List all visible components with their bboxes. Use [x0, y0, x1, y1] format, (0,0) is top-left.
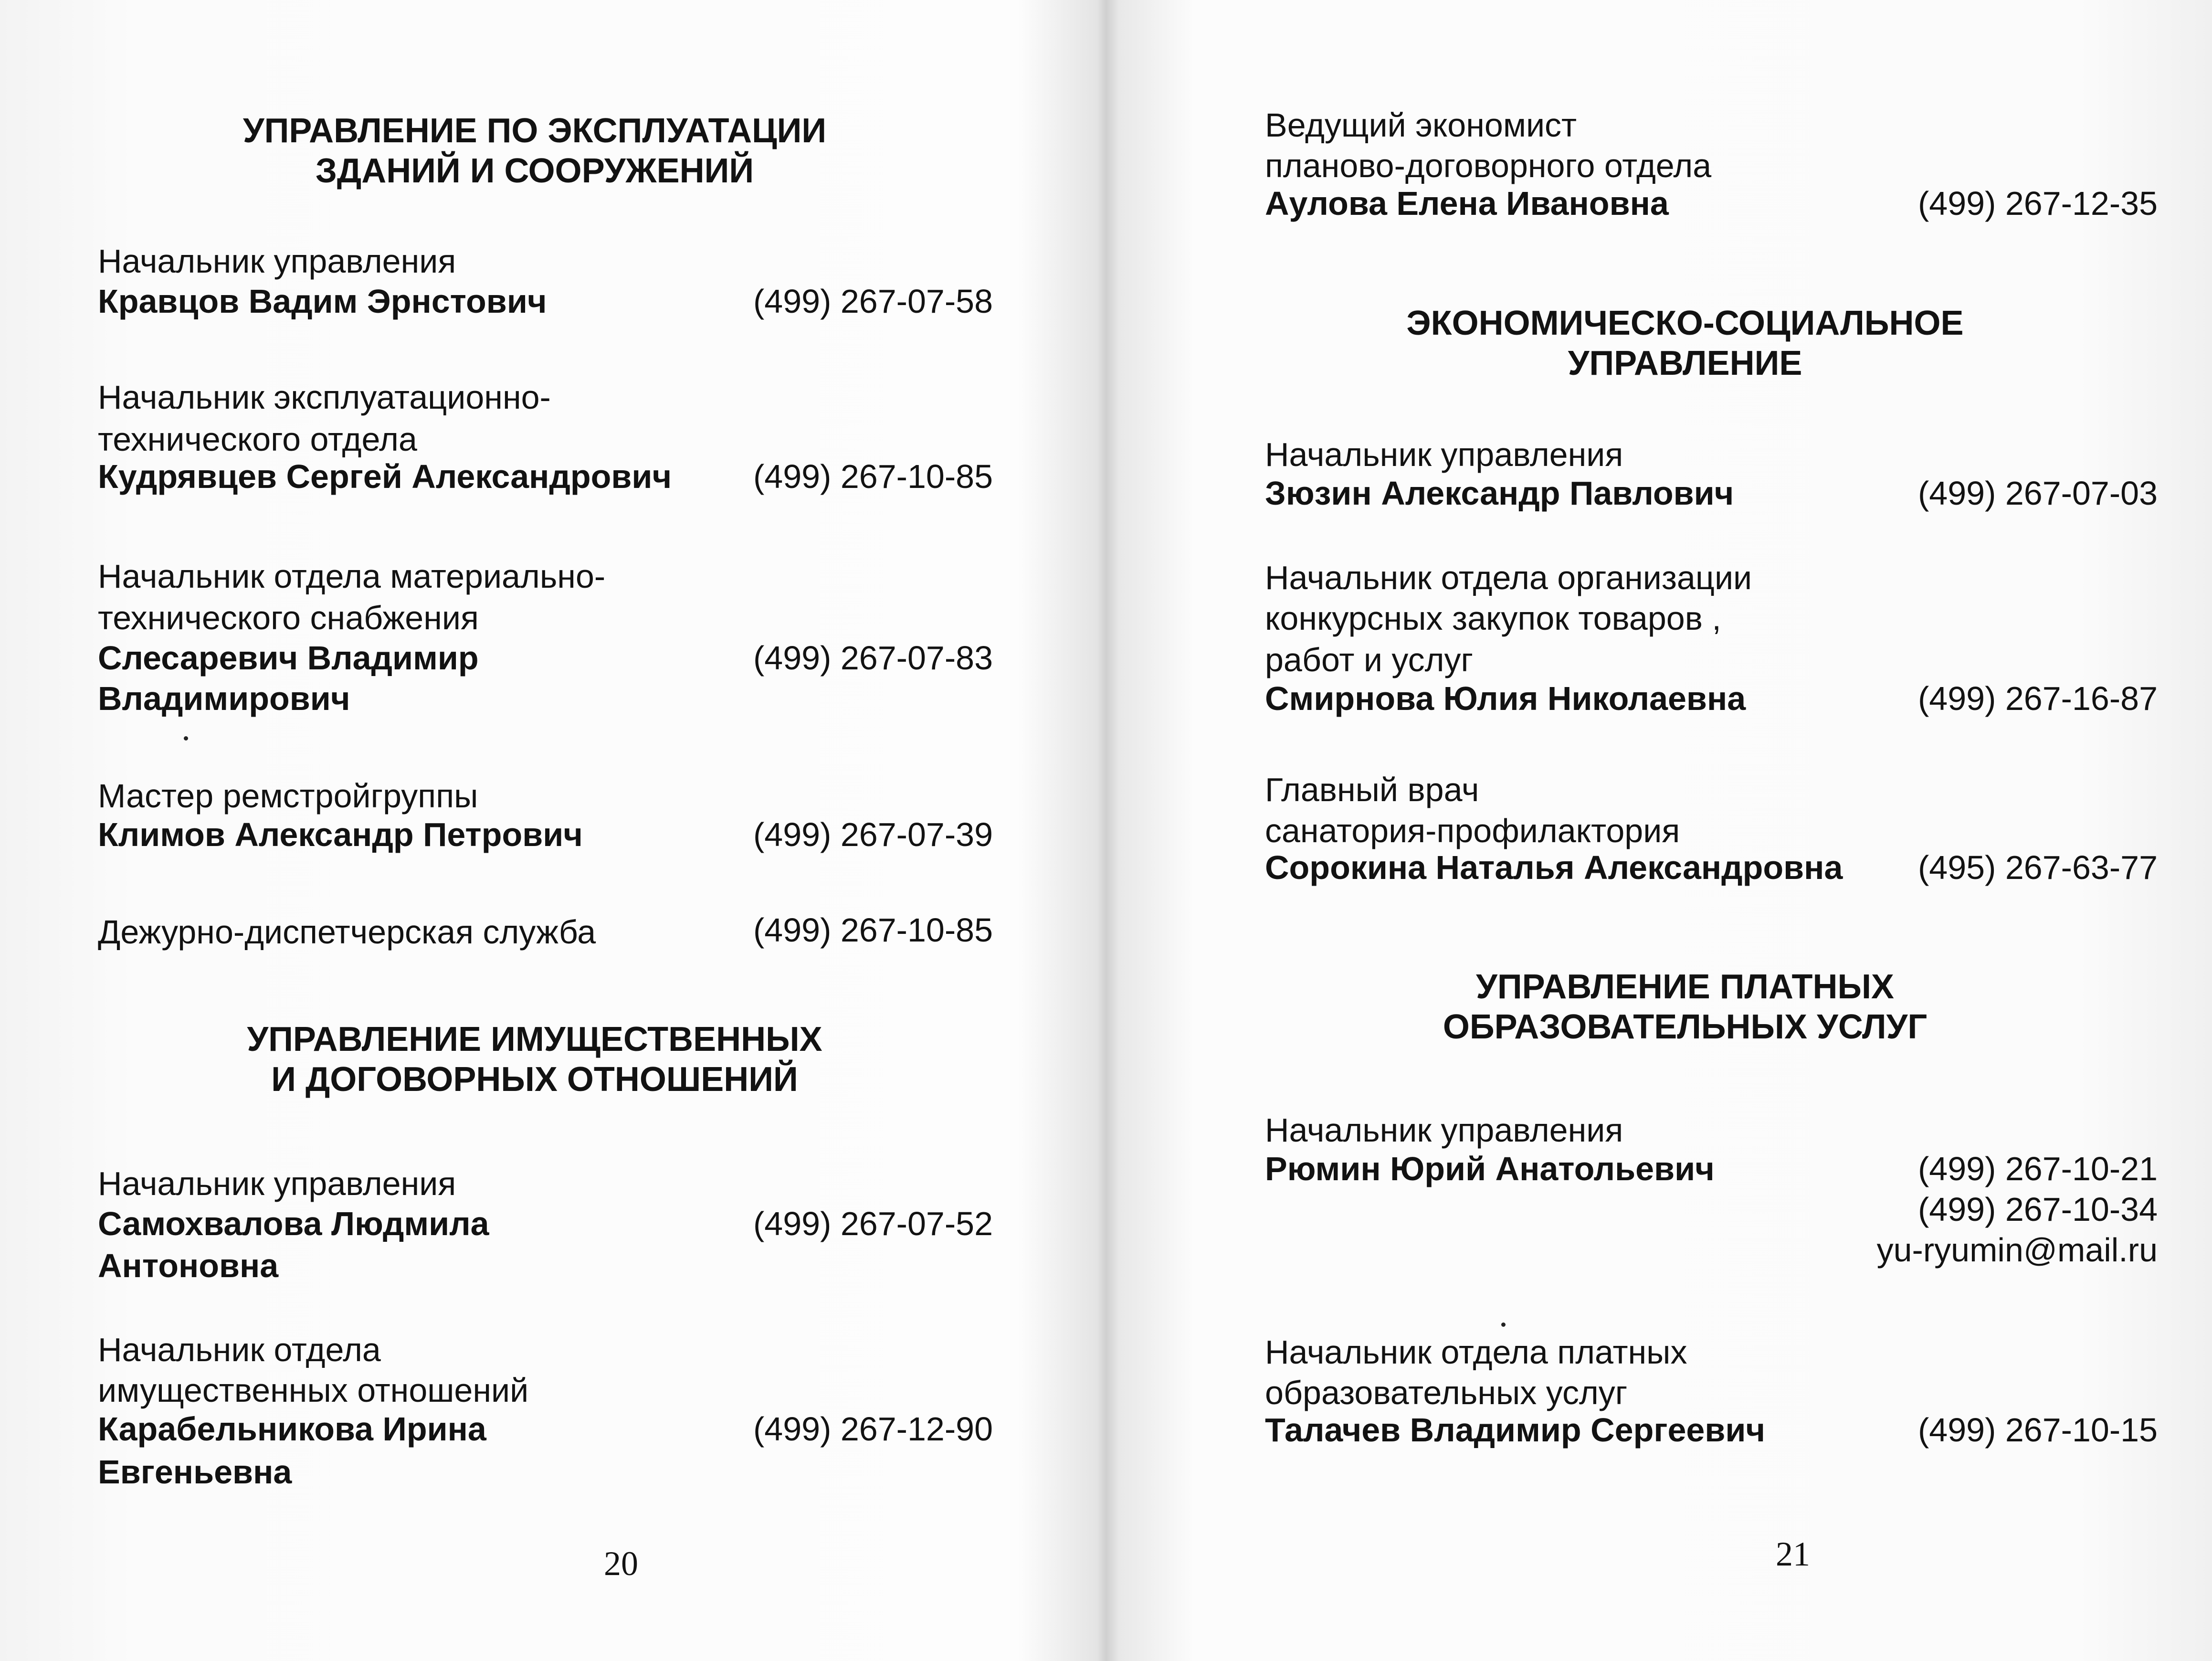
phone-number: (499) 267-07-58 — [753, 283, 993, 320]
page-number: 21 — [1776, 1535, 1810, 1573]
position-label: Начальник управления — [1265, 436, 1623, 473]
phone-number: (499) 267-12-90 — [753, 1410, 993, 1448]
phone-number: (499) 267-12-35 — [1918, 185, 2158, 222]
person-name: Слесаревич Владимир — [98, 639, 479, 677]
person-name: Евгеньевна — [98, 1453, 292, 1491]
position-label: технического снабжения — [98, 599, 479, 636]
position-label: Начальник управления — [1265, 1111, 1623, 1149]
position-label: Дежурно-диспетчерская служба — [98, 913, 596, 951]
print-speck — [1501, 1322, 1506, 1327]
position-label: Мастер ремстройгруппы — [98, 777, 478, 815]
left-page — [0, 0, 1098, 1661]
section-title-line: УПРАВЛЕНИЕ — [1568, 344, 1802, 382]
email-address: yu-ryumin@mail.ru — [1876, 1231, 2158, 1269]
section-title-line: УПРАВЛЕНИЕ ИМУЩЕСТВЕННЫХ — [247, 1020, 822, 1058]
phone-number: (499) 267-10-21 — [1918, 1150, 2158, 1187]
phone-number: (499) 267-07-39 — [753, 816, 993, 853]
section-title-line: ЭКОНОМИЧЕСКО-СОЦИАЛЬНОЕ — [1406, 304, 1964, 342]
phone-number: (495) 267-63-77 — [1918, 849, 2158, 886]
section-title-property — [153, 1019, 916, 1100]
person-name: Кудрявцев Сергей Александрович — [98, 458, 672, 495]
person-name: Смирнова Юлия Николаевна — [1265, 680, 1746, 717]
person-name: Аулова Елена Ивановна — [1265, 185, 1669, 222]
person-name: Сорокина Наталья Александровна — [1265, 849, 1843, 886]
position-label: Начальник отдела материально- — [98, 558, 606, 595]
person-name: Владимирович — [98, 680, 350, 717]
section-title-line: ЗДАНИЙ И СООРУЖЕНИЙ — [315, 152, 754, 190]
phone-number: (499) 267-10-85 — [753, 458, 993, 495]
phone-number-secondary: (499) 267-10-34 — [1918, 1191, 2158, 1228]
section-title-paid-education — [1351, 967, 2019, 1047]
section-title-exploitation — [200, 111, 869, 191]
person-name: Зюзин Александр Павлович — [1265, 475, 1734, 512]
position-label: имущественных отношений — [98, 1372, 529, 1409]
person-name: Талачев Владимир Сергеевич — [1265, 1411, 1766, 1449]
position-label: планово-договорного отдела — [1265, 147, 1712, 184]
person-name: Климов Александр Петрович — [98, 816, 583, 853]
person-name: Самохвалова Людмила — [98, 1205, 489, 1242]
right-page — [1112, 0, 2212, 1661]
position-label: Начальник эксплуатационно- — [98, 379, 551, 416]
phone-number: (499) 267-07-03 — [1918, 475, 2158, 512]
position-label: Начальник отдела организации — [1265, 559, 1752, 596]
position-label: работ и услуг — [1265, 641, 1473, 678]
position-label: Начальник отдела платных — [1265, 1333, 1687, 1371]
person-name: Рюмин Юрий Анатольевич — [1265, 1150, 1715, 1187]
print-speck — [184, 736, 188, 741]
position-label: Начальник отдела — [98, 1331, 381, 1368]
phone-number: (499) 267-10-85 — [753, 911, 993, 949]
phone-number: (499) 267-07-83 — [753, 639, 993, 677]
section-title-line: УПРАВЛЕНИЕ ПЛАТНЫХ — [1476, 968, 1894, 1006]
position-label: технического отдела — [98, 421, 417, 458]
position-label: образовательных услуг — [1265, 1374, 1628, 1411]
position-label: конкурсных закупок товаров , — [1265, 600, 1721, 637]
position-label: Главный врач — [1265, 771, 1479, 808]
section-title-economic — [1279, 303, 2091, 383]
position-label: Начальник управления — [98, 1165, 456, 1202]
position-label: Начальник управления — [98, 243, 456, 280]
person-name: Карабельникова Ирина — [98, 1410, 486, 1448]
phone-number: (499) 267-10-15 — [1918, 1411, 2158, 1449]
person-name: Кравцов Вадим Эрнстович — [98, 283, 547, 320]
phone-number: (499) 267-16-87 — [1918, 680, 2158, 717]
person-name: Антоновна — [98, 1247, 279, 1284]
position-label: Ведущий экономист — [1265, 106, 1577, 144]
section-title-line: ОБРАЗОВАТЕЛЬНЫХ УСЛУГ — [1443, 1008, 1928, 1046]
section-title-line: УПРАВЛЕНИЕ ПО ЭКСПЛУАТАЦИИ — [242, 112, 827, 150]
section-title-line: И ДОГОВОРНЫХ ОТНОШЕНИЙ — [271, 1060, 798, 1099]
position-label: санатория-профилактория — [1265, 812, 1680, 849]
phone-number: (499) 267-07-52 — [753, 1205, 993, 1242]
page-number: 20 — [604, 1545, 638, 1583]
